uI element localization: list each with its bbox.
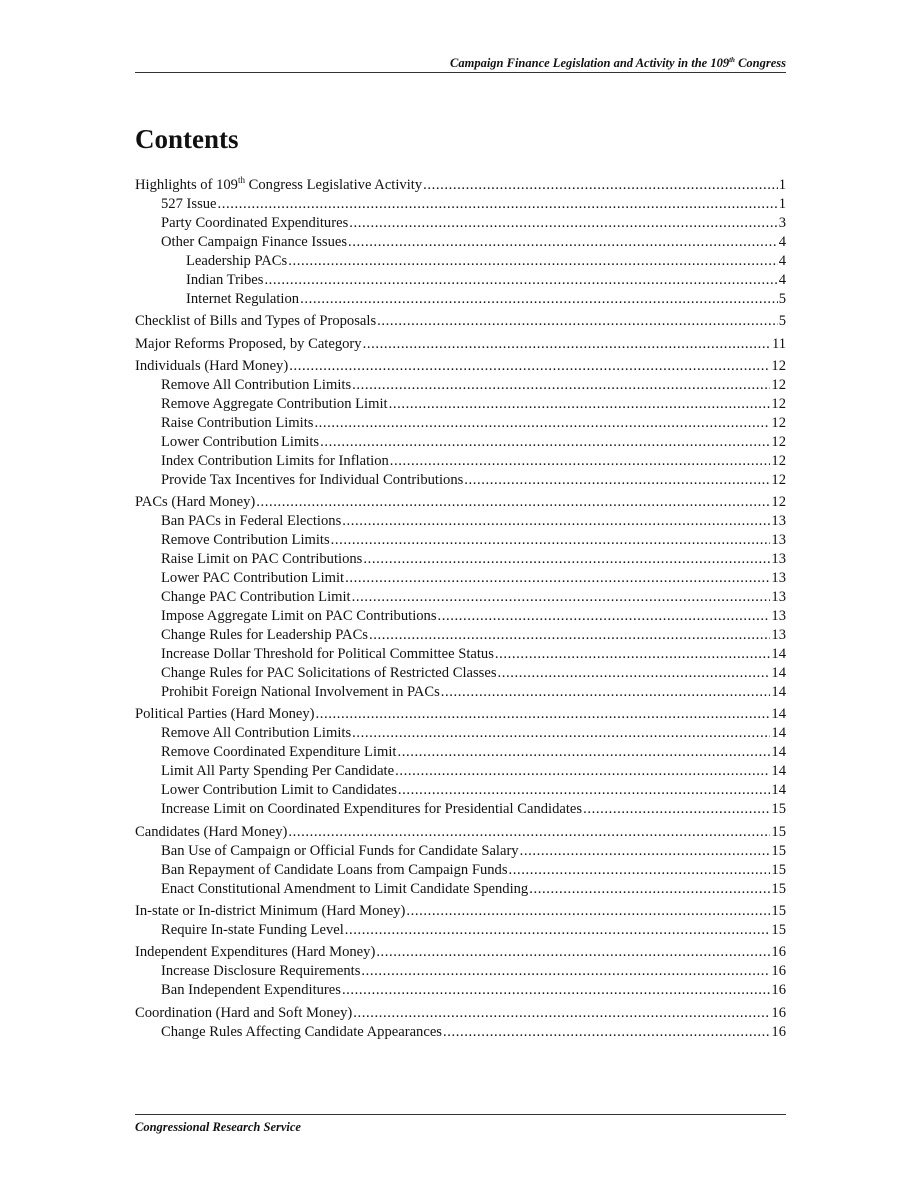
toc-page-number: 13 <box>771 627 786 644</box>
toc-entry-label <box>161 376 351 395</box>
toc-entry-label <box>161 762 394 781</box>
toc-entry[interactable] <box>135 1004 786 1023</box>
toc-page-number: 16 <box>771 1004 786 1021</box>
dot-leader <box>397 743 770 762</box>
toc-entry[interactable] <box>135 233 786 252</box>
toc-entry[interactable] <box>135 290 786 309</box>
dot-leader <box>520 842 771 861</box>
toc-entry[interactable] <box>135 550 786 569</box>
dot-leader <box>529 880 770 899</box>
toc-entry[interactable] <box>135 195 786 214</box>
dot-leader <box>348 233 778 252</box>
toc-page-number: 4 <box>778 272 786 288</box>
toc-entry[interactable] <box>135 683 786 702</box>
toc-page-number: 12 <box>771 471 786 488</box>
toc-entry-label <box>161 981 341 1000</box>
toc-entry-title: Ban Independent Expenditures <box>161 982 341 999</box>
dot-leader <box>398 781 771 800</box>
toc-entry-title: Lower PAC Contribution Limit <box>161 570 345 587</box>
toc-entry-title: Change Rules for PAC Solicitations of Restricted Classes <box>161 665 497 682</box>
dot-leader <box>352 588 771 607</box>
toc-page-number: 12 <box>771 395 786 412</box>
toc-entry-title: Remove Coordinated Expenditure Limit <box>161 744 397 761</box>
toc-page-number: 11 <box>771 335 786 352</box>
toc-page-number: 12 <box>771 452 786 469</box>
running-header <box>135 56 786 71</box>
toc-entry-title: Indian Tribes <box>186 272 264 288</box>
toc-entry[interactable] <box>135 271 786 290</box>
toc-page-number: 14 <box>771 665 786 682</box>
toc-entry-title: Increase Dollar Threshold for Political Committee Status <box>161 646 494 663</box>
toc-entry[interactable] <box>135 588 786 607</box>
dot-leader <box>342 512 770 531</box>
toc-entry-title: Raise Limit on PAC Contributions <box>161 551 363 568</box>
toc-entry-title: Internet Regulation <box>186 291 300 307</box>
toc-entry[interactable] <box>135 607 786 626</box>
toc-page-number: 14 <box>771 782 786 799</box>
toc-entry[interactable] <box>135 842 786 861</box>
toc-entry[interactable] <box>135 981 786 1000</box>
toc-entry-label <box>135 1004 352 1023</box>
dot-leader <box>376 943 770 962</box>
toc-entry-title: Increase Limit on Coordinated Expenditures for Presidential Candidates <box>161 801 583 818</box>
toc-entry-title: Political Parties (Hard Money) <box>135 706 315 723</box>
toc-entry[interactable] <box>135 645 786 664</box>
dot-leader <box>218 195 778 214</box>
toc-page-number: 14 <box>771 744 786 761</box>
toc-entry-label <box>161 471 463 490</box>
toc-entry[interactable] <box>135 823 786 842</box>
toc-entry-label <box>161 531 330 550</box>
toc-page-number: 4 <box>778 234 786 250</box>
dot-leader <box>345 921 771 940</box>
toc-page-number: 13 <box>771 551 786 568</box>
toc-entry-label <box>161 921 344 940</box>
toc-page-number: 12 <box>771 376 786 393</box>
dot-leader <box>316 705 771 724</box>
dot-leader <box>423 176 778 195</box>
toc-entry-title: Change Rules Affecting Candidate Appearances <box>161 1023 442 1040</box>
dot-leader <box>390 452 771 471</box>
dot-leader <box>498 664 771 683</box>
toc-entry-title: Lower Contribution Limit to Candidates <box>161 782 397 799</box>
toc-entry-title: Index Contribution Limits for Inflation <box>161 452 389 469</box>
toc-entry[interactable] <box>135 962 786 981</box>
toc-entry[interactable] <box>135 705 786 724</box>
toc-entry-title: Limit All Party Spending Per Candidate <box>161 763 395 780</box>
toc-entry-label <box>135 312 376 331</box>
toc-entry[interactable] <box>135 569 786 588</box>
toc-entry-label <box>186 271 263 290</box>
toc-entry[interactable] <box>135 471 786 490</box>
toc-entry-label <box>161 214 348 233</box>
toc-entry[interactable] <box>135 531 786 550</box>
toc-entry-title: Individuals (Hard Money) <box>135 357 289 374</box>
toc-page-number: 13 <box>771 570 786 587</box>
toc-entry-title: 527 Issue <box>161 196 217 212</box>
dot-leader <box>389 395 771 414</box>
toc-entry-label <box>161 781 397 800</box>
toc-entry-label <box>135 493 255 512</box>
toc-entry[interactable] <box>135 1023 786 1042</box>
toc-entry[interactable] <box>135 433 786 452</box>
toc-entry[interactable] <box>135 781 786 800</box>
toc-entry-label <box>161 842 519 861</box>
toc-entry-label <box>135 705 315 724</box>
toc-page-number: 13 <box>771 608 786 625</box>
toc-page-number: 1 <box>778 196 786 212</box>
toc-entry-title: Increase Disclosure Requirements <box>161 963 361 980</box>
toc-page-number: 16 <box>771 944 786 961</box>
page-title: Contents <box>135 124 239 154</box>
dot-leader <box>264 271 777 290</box>
toc-page-number: 16 <box>771 1023 786 1040</box>
toc-entry-label <box>186 290 299 309</box>
toc-entry-title: Change PAC Contribution Limit <box>161 589 351 606</box>
toc-page-number: 4 <box>778 253 786 269</box>
toc-entry-title: Party Coordinated Expenditures <box>161 215 349 231</box>
toc-entry-label <box>161 1023 442 1042</box>
toc-entry-label <box>161 233 347 252</box>
toc-entry-title: Lower Contribution Limits <box>161 433 320 450</box>
toc-entry-label <box>161 743 396 762</box>
footer-rule <box>135 1114 786 1115</box>
toc-page-number: 15 <box>771 801 786 818</box>
toc-page-number: 12 <box>771 494 786 511</box>
toc-entry[interactable] <box>135 357 786 376</box>
toc-entry-label <box>161 880 528 899</box>
toc-entry-label <box>161 626 368 645</box>
dot-leader <box>300 290 778 309</box>
toc-entry-title: Impose Aggregate Limit on PAC Contributions <box>161 608 437 625</box>
toc-entry[interactable] <box>135 252 786 271</box>
header-rule <box>135 72 786 73</box>
toc-entry[interactable] <box>135 762 786 781</box>
toc-page-number: 15 <box>771 842 786 859</box>
toc-page-number: 15 <box>771 922 786 939</box>
toc-entry-title: Prohibit Foreign National Involvement in PACs <box>161 684 440 701</box>
dot-leader <box>395 762 770 781</box>
toc-entry[interactable] <box>135 921 786 940</box>
toc-entry-title-end: Congress Legislative Activity <box>244 177 423 193</box>
toc-entry-label <box>161 395 388 414</box>
toc-entry-label <box>135 823 287 842</box>
dot-leader <box>495 645 771 664</box>
toc-entry[interactable] <box>135 452 786 471</box>
toc-page-number: 13 <box>771 589 786 606</box>
toc-page-number: 5 <box>778 313 786 330</box>
toc-entry[interactable] <box>135 800 786 819</box>
toc-entry-label <box>161 414 313 433</box>
toc-page-number: 14 <box>771 646 786 663</box>
toc-page-number: 13 <box>771 532 786 549</box>
toc-entry-title: Provide Tax Incentives for Individual Contributions <box>161 471 464 488</box>
dot-leader <box>441 683 771 702</box>
dot-leader <box>352 724 770 743</box>
toc-page-number: 15 <box>771 861 786 878</box>
dot-leader <box>289 357 770 376</box>
dot-leader <box>314 414 770 433</box>
dot-leader <box>583 800 770 819</box>
toc-entry-label <box>161 724 351 743</box>
dot-leader <box>349 214 777 233</box>
toc-page-number: 5 <box>778 291 786 307</box>
toc-entry[interactable] <box>135 312 786 331</box>
toc-entry-label <box>161 195 217 214</box>
toc-entry[interactable] <box>135 902 786 921</box>
toc-entry-label <box>161 861 508 880</box>
toc-page-number: 12 <box>771 433 786 450</box>
toc-entry[interactable] <box>135 861 786 880</box>
toc-page-number: 14 <box>771 706 786 723</box>
toc-page-number: 12 <box>771 357 786 374</box>
dot-leader <box>361 962 770 981</box>
toc-entry-title: Remove Contribution Limits <box>161 532 330 549</box>
toc-entry-label <box>135 335 362 354</box>
toc-page-number: 16 <box>771 982 786 999</box>
toc-entry-title: Change Rules for Leadership PACs <box>161 627 368 644</box>
toc-entry[interactable] <box>135 414 786 433</box>
toc-page-number: 1 <box>778 177 786 193</box>
toc-entry[interactable] <box>135 335 786 354</box>
toc-page-number: 15 <box>771 880 786 897</box>
dot-leader <box>363 335 771 354</box>
running-footer: Congressional Research Service <box>135 1120 301 1134</box>
toc-entry-title: Independent Expenditures (Hard Money) <box>135 944 376 961</box>
toc-entry-label <box>135 902 405 921</box>
toc-page-number: 15 <box>771 823 786 840</box>
dot-leader <box>342 981 770 1000</box>
toc-entry[interactable] <box>135 512 786 531</box>
toc-entry-title: Coordination (Hard and Soft Money) <box>135 1004 353 1021</box>
toc-entry-label <box>161 588 351 607</box>
dot-leader <box>443 1023 770 1042</box>
toc-page-number: 14 <box>771 763 786 780</box>
toc-page-number: 15 <box>771 903 786 920</box>
running-header-title: Campaign Finance Legislation and Activity in the 109 <box>450 56 730 71</box>
toc-entry-label <box>161 645 494 664</box>
toc-entry-title: PACs (Hard Money) <box>135 494 256 511</box>
toc-entry-label <box>135 357 288 376</box>
toc-entry[interactable] <box>135 880 786 899</box>
dot-leader <box>320 433 770 452</box>
toc-entry-title: Remove Aggregate Contribution Limit <box>161 395 388 412</box>
toc-entry[interactable] <box>135 395 786 414</box>
dot-leader <box>256 493 770 512</box>
dot-leader <box>288 252 777 271</box>
dot-leader <box>345 569 770 588</box>
toc-page-number: 3 <box>778 215 786 231</box>
dot-leader <box>464 471 770 490</box>
toc-entry-title: Remove All Contribution Limits <box>161 725 352 742</box>
dot-leader <box>288 823 770 842</box>
toc-entry-title: Require In-state Funding Level <box>161 922 344 939</box>
toc-entry-ordinal-suffix: th <box>237 175 245 186</box>
toc-entry-title: Ban Use of Campaign or Official Funds for Candidate Salary <box>161 842 519 859</box>
toc-entry-title: Leadership PACs <box>186 253 288 269</box>
dot-leader <box>377 312 778 331</box>
toc-entry-title: Highlights of 109 <box>135 177 238 193</box>
toc-entry[interactable] <box>135 664 786 683</box>
toc-entry-title: Checklist of Bills and Types of Proposals <box>135 313 377 330</box>
toc-entry[interactable] <box>135 214 786 233</box>
dot-leader <box>363 550 770 569</box>
toc-entry-label <box>135 176 422 195</box>
toc-entry[interactable] <box>135 943 786 962</box>
toc-entry-label <box>161 452 389 471</box>
toc-entry[interactable] <box>135 376 786 395</box>
toc-entry-title: Ban PACs in Federal Elections <box>161 513 342 530</box>
dot-leader <box>406 902 770 921</box>
toc-entry[interactable] <box>135 176 786 195</box>
running-header-title-end: Congress <box>734 56 786 71</box>
toc-entry-title: Candidates (Hard Money) <box>135 823 288 840</box>
toc-entry-title: Major Reforms Proposed, by Category <box>135 335 362 352</box>
toc-entry-label <box>161 683 440 702</box>
toc-page-number: 14 <box>771 725 786 742</box>
running-header-ordinal-suffix: th <box>729 56 735 64</box>
table-of-contents <box>135 176 786 1042</box>
dot-leader <box>353 1004 770 1023</box>
dot-leader <box>331 531 771 550</box>
toc-entry-label <box>161 512 341 531</box>
toc-entry-label <box>135 943 375 962</box>
dot-leader <box>352 376 770 395</box>
toc-entry-title: In-state or In-district Minimum (Hard Money) <box>135 903 406 920</box>
dot-leader <box>369 626 770 645</box>
toc-entry-label <box>161 607 437 626</box>
toc-entry[interactable] <box>135 493 786 512</box>
toc-page-number: 16 <box>771 963 786 980</box>
toc-entry[interactable] <box>135 724 786 743</box>
toc-entry-title: Other Campaign Finance Issues <box>161 234 348 250</box>
dot-leader <box>438 607 771 626</box>
toc-entry-label <box>161 962 360 981</box>
toc-entry[interactable] <box>135 626 786 645</box>
toc-entry-label <box>161 800 582 819</box>
toc-entry-title: Raise Contribution Limits <box>161 414 314 431</box>
toc-entry-label <box>186 252 287 271</box>
toc-entry-label <box>161 664 497 683</box>
toc-page-number: 12 <box>771 414 786 431</box>
dot-leader <box>509 861 771 880</box>
toc-entry-label <box>161 569 344 588</box>
toc-entry-label <box>161 550 362 569</box>
toc-entry-title: Ban Repayment of Candidate Loans from Campaign Funds <box>161 861 508 878</box>
toc-page-number: 13 <box>771 513 786 530</box>
toc-entry-label <box>161 433 319 452</box>
toc-entry-title: Enact Constitutional Amendment to Limit Candidate Spending <box>161 880 529 897</box>
toc-page-number: 14 <box>771 684 786 701</box>
toc-entry[interactable] <box>135 743 786 762</box>
toc-entry-title: Remove All Contribution Limits <box>161 376 352 393</box>
